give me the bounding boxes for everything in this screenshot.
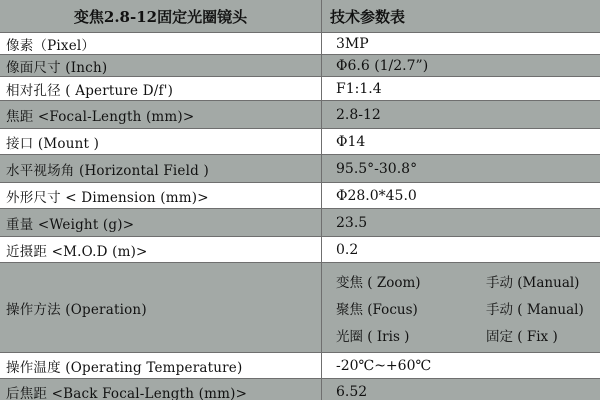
row-label-image-size: 像面尺寸 (Inch) [0, 55, 322, 76]
row-label-mod: 近摄距 <M.O.D (m)> [0, 237, 322, 262]
row-label-operation: 操作方法 (Operation) [0, 263, 322, 352]
table-row [0, 129, 600, 155]
table-row [0, 77, 600, 101]
operation-mode: 固定 ( Fix ) [486, 328, 558, 345]
row-label-back-focal-length: 后焦距 <Back Focal-Length (mm)> [0, 379, 322, 400]
row-label-mount: 接口 (Mount ) [0, 129, 322, 154]
table-row [0, 55, 600, 77]
row-value-dimension: Φ28.0*45.0 [336, 187, 417, 204]
operation-item-iris [336, 325, 600, 345]
row-label-pixel: 像素（Pixel） [0, 33, 322, 54]
operation-mode: 手动 (Manual) [486, 274, 580, 291]
table-row [0, 33, 600, 55]
table-row [0, 101, 600, 129]
row-value-mount: Φ14 [336, 133, 366, 150]
table-row [0, 183, 600, 209]
table-row [0, 263, 600, 353]
row-label-aperture: 相对孔径 ( Aperture D/f') [0, 77, 322, 100]
row-label-weight: 重量 <Weight (g)> [0, 209, 322, 236]
row-value-mod: 0.2 [336, 241, 359, 258]
row-value-focal-length: 2.8-12 [336, 106, 381, 123]
row-value-image-size: Φ6.6 (1/2.7”) [336, 57, 429, 74]
operation-name: 聚焦 (Focus) [336, 301, 418, 318]
table-header [0, 0, 600, 33]
operation-item-focus [336, 298, 600, 318]
row-value-aperture: F1:1.4 [336, 80, 382, 97]
header-title: 变焦2.8-12固定光圈镜头 [0, 0, 322, 32]
operation-mode: 手动 ( Manual) [486, 301, 584, 318]
table-row [0, 353, 600, 379]
operation-item-zoom [336, 271, 600, 291]
operation-list [322, 263, 600, 352]
operation-name: 光圈 ( Iris ) [336, 328, 410, 345]
operation-name: 变焦 ( Zoom) [336, 274, 421, 291]
row-label-horizontal-field: 水平视场角 (Horizontal Field ) [0, 155, 322, 182]
table-row [0, 379, 600, 400]
row-value-operating-temperature: -20℃~+60℃ [336, 357, 432, 374]
header-spec-title: 技术参数表 [330, 7, 406, 26]
row-label-operating-temperature: 操作温度 (Operating Temperature) [0, 353, 322, 378]
row-value-horizontal-field: 95.5°-30.8° [336, 160, 418, 177]
table-row [0, 209, 600, 237]
table-row [0, 237, 600, 263]
row-value-pixel: 3MP [336, 35, 369, 52]
row-label-focal-length: 焦距 <Focal-Length (mm)> [0, 101, 322, 128]
row-value-weight: 23.5 [336, 214, 368, 231]
row-label-dimension: 外形尺寸 < Dimension (mm)> [0, 183, 322, 208]
table-row [0, 155, 600, 183]
row-value-back-focal-length: 6.52 [336, 384, 368, 400]
